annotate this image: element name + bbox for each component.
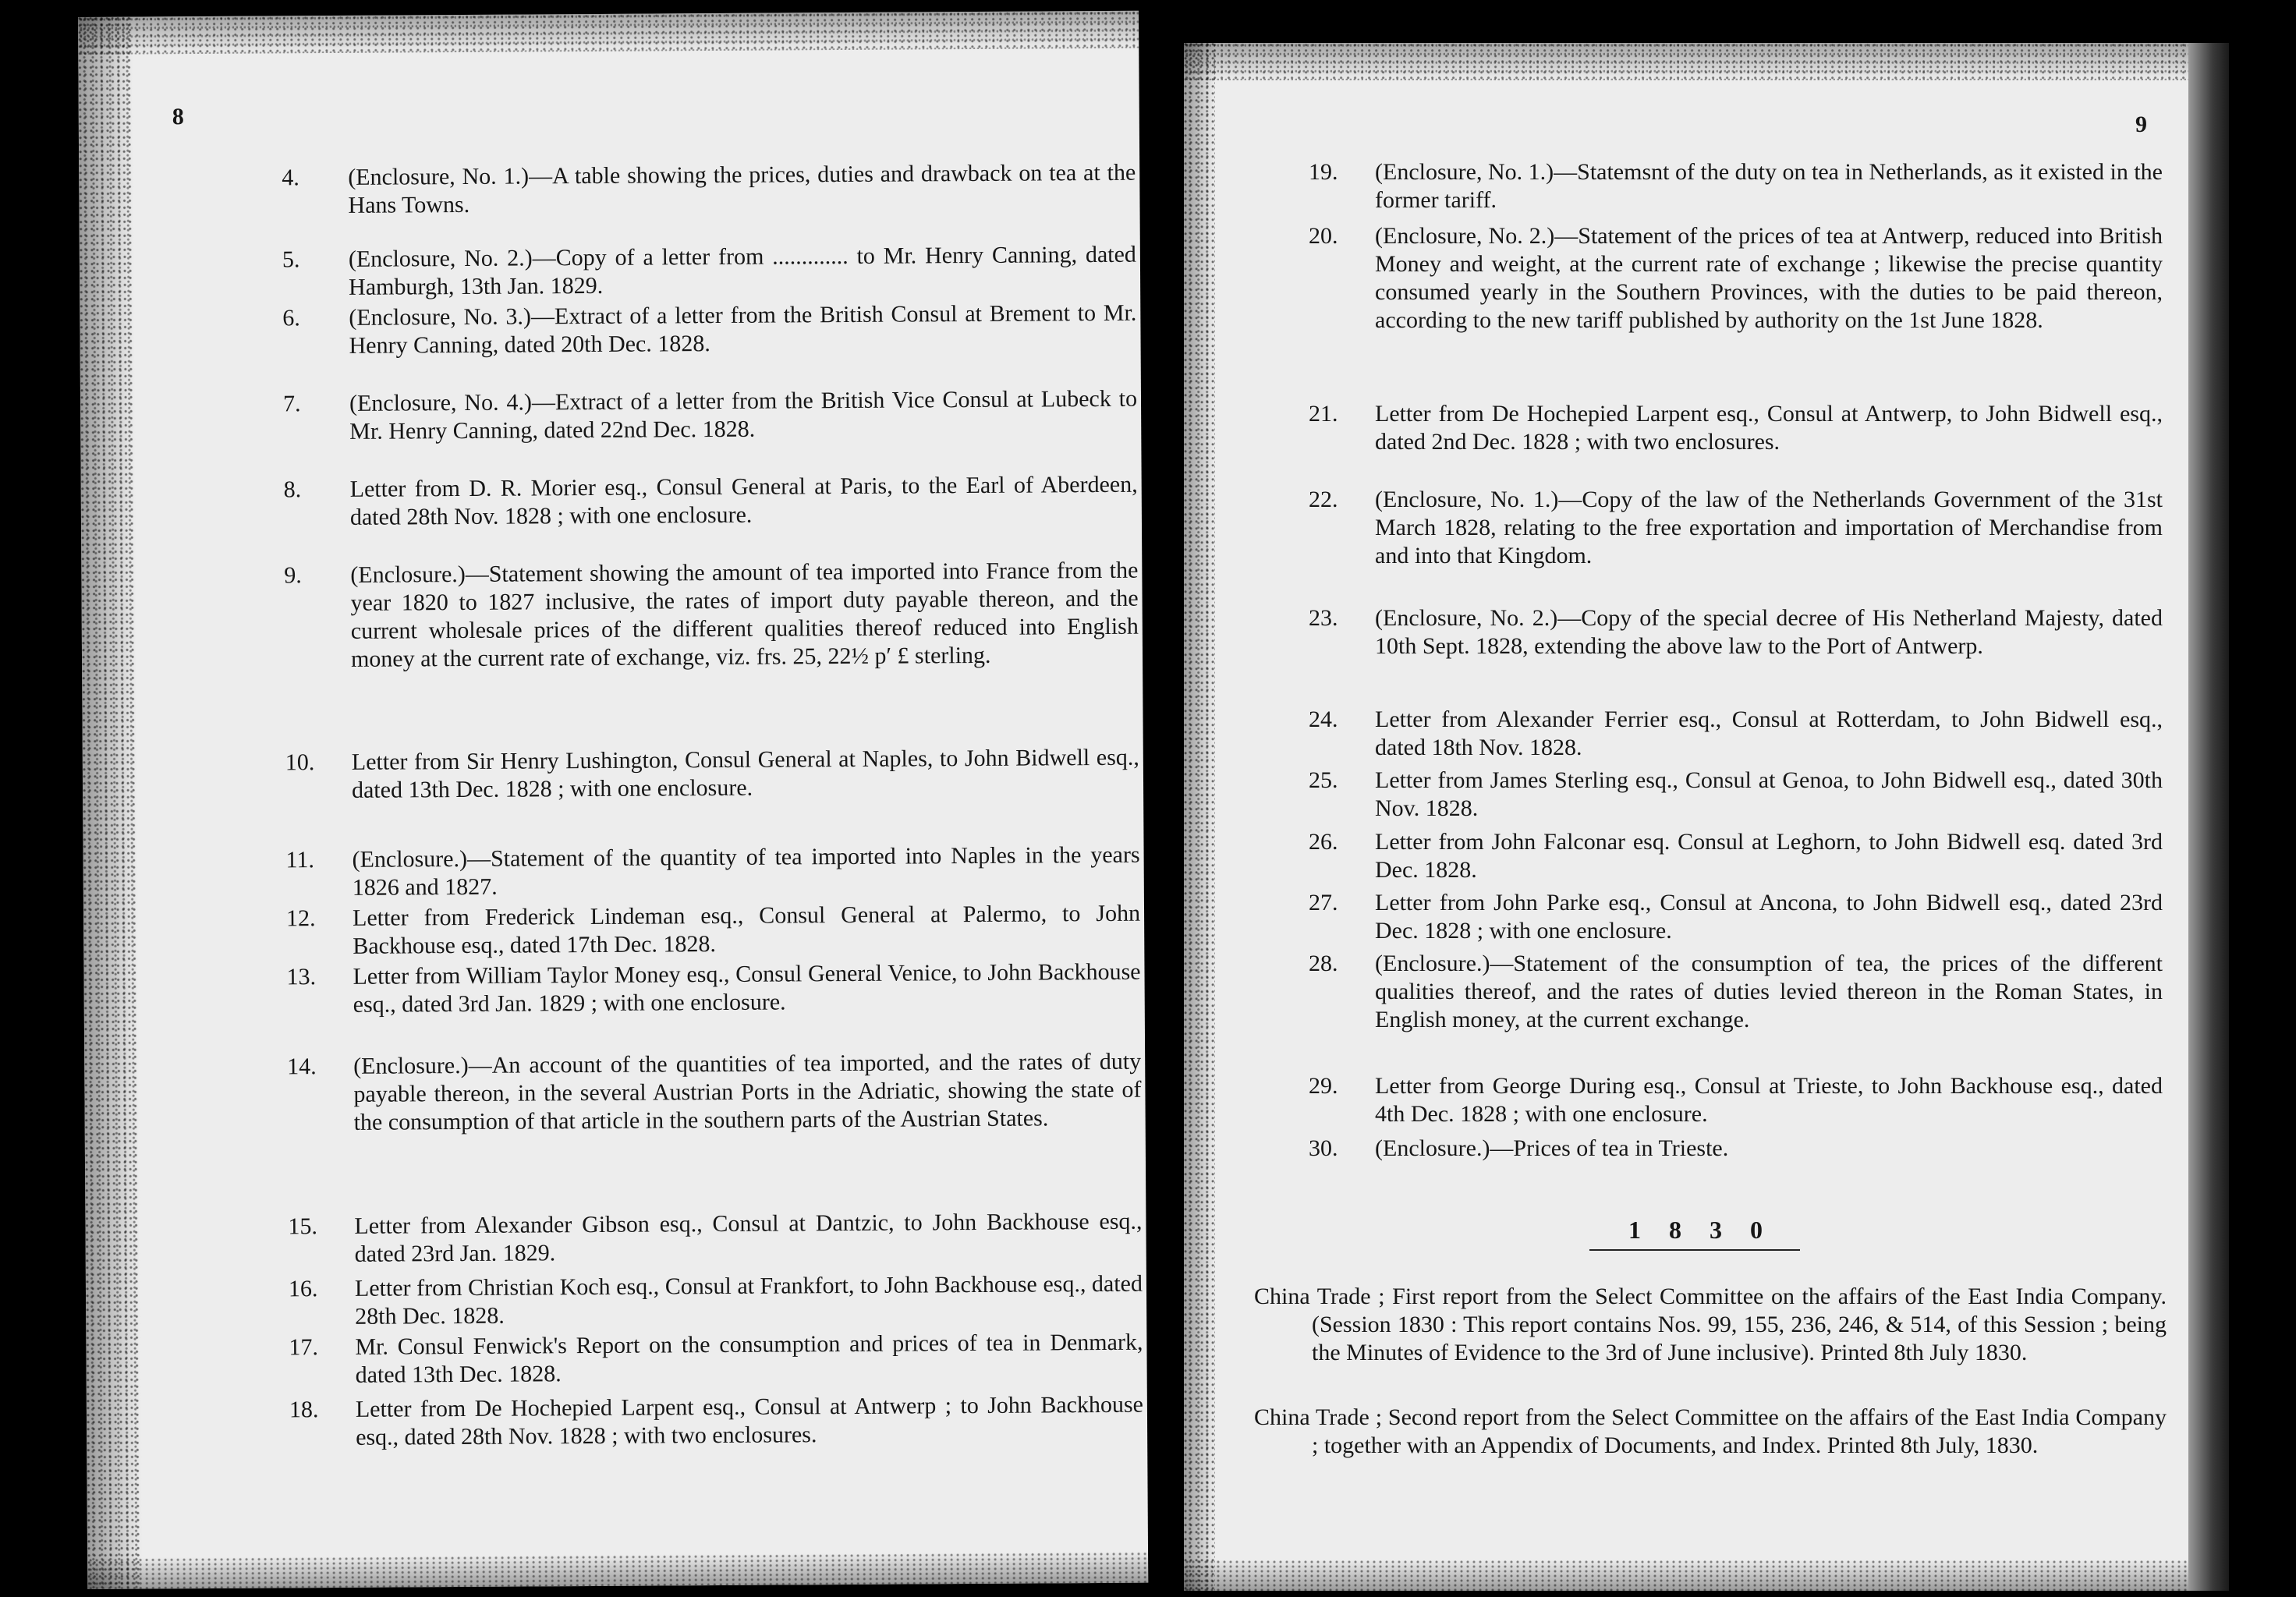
entry-text: (Enclosure, No. 2.)—Copy of the special decree of His Netherland Majesty, dated 10th Sept. 1828, extending the above law to the Port of Antwerp. (1375, 605, 2163, 659)
page-edge-speckle (87, 1552, 1148, 1589)
list-item (1309, 1135, 2163, 1163)
entry-text: (Enclosure, No. 2.)—Statement of the prices of tea at Antwerp, reduced into British Money and weight, at the current rate of exchange ; likewise the precise quantity consumed yearly in the Southern Provinces, with the duties to be paid thereon, according to the new tariff published by authority on the 1st June 1828. (1375, 223, 2163, 333)
list-item (286, 958, 1141, 1020)
entry-text: Letter from John Parke esq., Consul at Ancona, to John Bidwell esq., dated 23rd Dec. 1828 ; with one enclosure. (1375, 890, 2163, 944)
entry-text: Mr. Consul Fenwick's Report on the consumption and prices of tea in Denmark, dated 13th Dec. 1828. (355, 1329, 1143, 1388)
entry-text: Letter from Frederick Lindeman esq., Consul General at Palermo, to John Backhouse esq., dated 17th Dec. 1828. (352, 900, 1141, 959)
list-item (285, 841, 1140, 903)
list-item (289, 1329, 1143, 1390)
list-item (289, 1391, 1143, 1453)
list-item (1309, 486, 2163, 570)
entry-number: 16. (288, 1276, 318, 1302)
entry-text: (Enclosure.)—Statement of the consumption of tea, the prices of the different qualities thereof, and the rates of duties levied thereon in the Roman States, in English money, at the current exchange. (1375, 951, 2163, 1032)
entry-text: (Enclosure.)—Prices of tea in Trieste. (1375, 1135, 1729, 1161)
entry-number: 6. (282, 305, 300, 331)
page-number: 8 (172, 104, 184, 130)
entry-text: (Enclosure, No. 1.)—Statemsnt of the duty on tea in Netherlands, as it existed in the former tariff. (1375, 159, 2163, 213)
page-number: 9 (2135, 112, 2147, 137)
entry-number: 18. (289, 1397, 319, 1423)
list-item (1309, 222, 2163, 335)
list-item (1309, 706, 2163, 762)
list-item (1309, 828, 2163, 884)
page-gutter-shadow (2188, 43, 2229, 1591)
entry-text: (Enclosure, No. 1.)—Copy of the law of the Netherlands Government of the 31st March 1828, relating to the free exportation and importation of Merchandise from and into that Kingdom. (1375, 487, 2163, 568)
entry-number: 29. (1309, 1073, 1338, 1099)
entry-text: Letter from John Falconar esq. Consul at Leghorn, to John Bidwell esq. dated 3rd Dec. 1828. (1375, 829, 2163, 883)
entry-number: 26. (1309, 829, 1338, 855)
list-item (287, 1048, 1142, 1138)
list-item (1309, 889, 2163, 945)
entry-number: 9. (284, 562, 302, 589)
entry-text: Letter from De Hochepied Larpent esq., Consul at Antwerp, to John Bidwell esq., dated 2nd Dec. 1828 ; with two enclosures. (1375, 401, 2163, 455)
list-item (288, 1208, 1143, 1269)
list-item (1309, 604, 2163, 660)
page-edge-speckle (78, 11, 1139, 55)
entry-text: (Enclosure, No. 3.)—Extract of a letter from the British Consul at Brement to Mr. Henry Canning, dated 20th Dec. 1828. (349, 299, 1137, 359)
entry-number: 22. (1309, 487, 1338, 512)
list-item (1309, 767, 2163, 823)
report-entry: China Trade ; Second report from the Select Committee on the affairs of the East India Company ; together with an Appendix of Documents, and Index. Printed 8th July, 1830. (1254, 1404, 2167, 1458)
list-item (283, 471, 1138, 533)
entry-number: 30. (1309, 1135, 1338, 1161)
page-edge-speckle (1184, 43, 2229, 80)
page-edge-speckle (1184, 1560, 2229, 1591)
entry-number: 23. (1309, 605, 1338, 631)
page-edge-speckle (78, 17, 142, 1589)
entry-text: Letter from George During esq., Consul at Trieste, to John Backhouse esq., dated 4th Dec. 1828 ; with one enclosure. (1375, 1073, 2163, 1127)
list-item (1309, 1072, 2163, 1128)
entry-text: (Enclosure, No. 1.)—A table showing the prices, duties and drawback on tea at the Hans Towns. (348, 159, 1136, 218)
entry-number: 19. (1309, 159, 1338, 185)
entry-number: 8. (283, 476, 302, 503)
entry-text: (Enclosure.)—Statement of the quantity of tea imported into Naples in the years 1826 and 1827. (352, 841, 1140, 901)
entry-number: 10. (285, 749, 315, 776)
entry-text: (Enclosure.)—An account of the quantities of tea imported, and the rates of duty payable thereon, in the several Austrian Ports in the Adriatic, showing the state of the consumption of that article in the southern parts of the Austrian States. (353, 1048, 1142, 1135)
entry-number: 24. (1309, 706, 1338, 732)
entry-number: 17. (289, 1334, 319, 1361)
entry-text: (Enclosure, No. 2.)—Copy of a letter from ............. to Mr. Henry Canning, dated Hamburgh, 13th Jan. 1829. (348, 241, 1136, 300)
entry-number: 7. (282, 391, 301, 417)
entry-text: Letter from Alexander Ferrier esq., Consul at Rotterdam, to John Bidwell esq., dated 18th Nov. 1828. (1375, 706, 2163, 760)
left-page (78, 11, 1148, 1589)
entry-text: Letter from William Taylor Money esq., Consul General Venice, to John Backhouse esq., dated 3rd Jan. 1829 ; with one enclosure. (353, 958, 1141, 1018)
list-item (284, 557, 1139, 675)
list-item (282, 241, 1136, 303)
entry-text: Letter from D. R. Morier esq., Consul General at Paris, to the Earl of Aberdeen, dated 28th Nov. 1828 ; with one enclosure. (349, 471, 1138, 530)
entry-number: 13. (286, 964, 317, 990)
list-item (282, 385, 1138, 447)
entry-number: 11. (285, 847, 315, 873)
entry-number: 20. (1309, 223, 1338, 249)
entry-number: 27. (1309, 890, 1338, 915)
right-page (1184, 43, 2229, 1591)
entry-number: 14. (287, 1053, 317, 1080)
entry-number: 25. (1309, 767, 1338, 793)
year-underline (1589, 1249, 1800, 1251)
entry-number: 15. (288, 1213, 318, 1240)
list-item (282, 159, 1136, 221)
list-item (1309, 158, 2163, 214)
entry-number: 5. (282, 246, 300, 273)
entry-number: 4. (282, 165, 299, 191)
entry-number: 12. (285, 905, 316, 932)
entry-text: Letter from Sir Henry Lushington, Consul General at Naples, to John Bidwell esq., dated 13th Dec. 1828 ; with one enclosure. (351, 744, 1139, 803)
year-heading: 1830 (1628, 1216, 1791, 1244)
entry-text: (Enclosure.)—Statement showing the amount of tea imported into France from the year 1820 to 1827 inclusive, the rates of import duty payable thereon, and the current wholesale prices of the different qualities thereof reduced into English money at the current rate of exchange, viz. frs. 25, 22½ p′ £ sterling. (350, 557, 1139, 672)
list-item (282, 299, 1137, 361)
entry-text: Letter from De Hochepied Larpent esq., Consul at Antwerp ; to John Backhouse esq., dated 28th Nov. 1828 ; with two enclosures. (355, 1391, 1143, 1450)
list-item (288, 1270, 1143, 1332)
list-item (285, 744, 1139, 806)
entry-text: Letter from Alexander Gibson esq., Consul at Dantzic, to John Backhouse esq., dated 23rd Jan. 1829. (354, 1208, 1143, 1267)
entry-text: Letter from James Sterling esq., Consul at Genoa, to John Bidwell esq., dated 30th Nov. 1828. (1375, 767, 2163, 821)
entry-number: 28. (1309, 951, 1338, 976)
list-item (1309, 400, 2163, 456)
entry-text: Letter from Christian Koch esq., Consul at Frankfort, to John Backhouse esq., dated 28th Dec. 1828. (354, 1270, 1143, 1330)
list-item (285, 900, 1141, 961)
entry-text: (Enclosure, No. 4.)—Extract of a letter from the British Vice Consul at Lubeck to Mr. Henry Canning, dated 22nd Dec. 1828. (349, 385, 1138, 444)
entry-number: 21. (1309, 401, 1338, 427)
list-item (1309, 950, 2163, 1034)
report-entry: China Trade ; First report from the Select Committee on the affairs of the East India Company. (Session 1830 : This report contains Nos. 99, 155, 236, 246, & 514, of this Session ; being the Minutes of Evidence to the 3rd of June inclusive). Printed 8th July 1830. (1254, 1284, 2167, 1365)
page-edge-speckle (1184, 43, 1215, 1591)
